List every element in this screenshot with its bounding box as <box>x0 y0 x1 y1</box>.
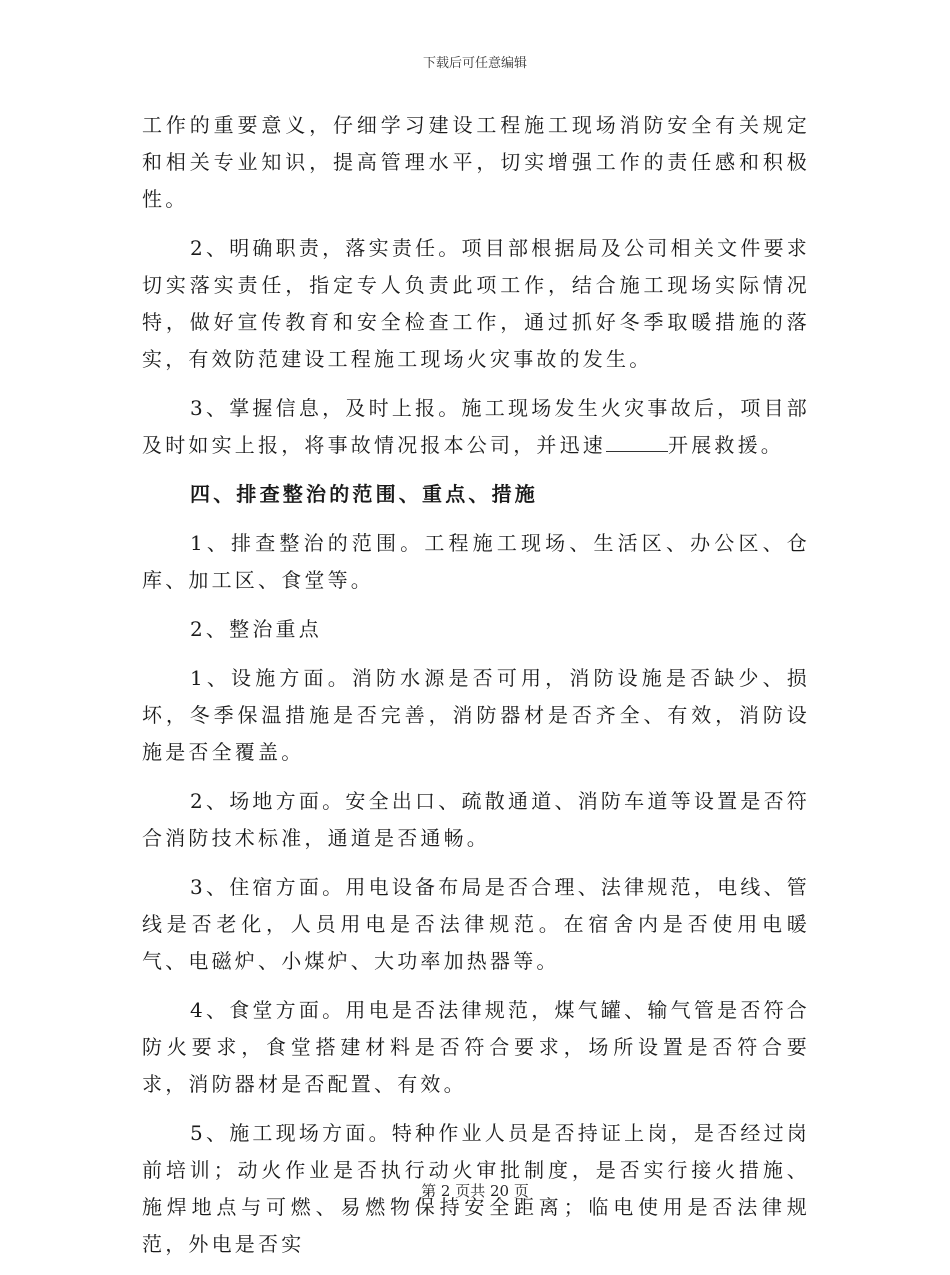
page-header: 下载后可任意编辑 <box>422 56 527 71</box>
report-info-text-end: 开展救援。 <box>668 433 784 457</box>
paragraph-facilities: 1、设施方面。消防水源是否可用，消防设施是否缺少、损坏，冬季保温措施是否完善，消防器材是否齐全、有效，消防设施是否全覆盖。 <box>142 666 810 764</box>
fill-blank <box>606 433 668 452</box>
document-body <box>142 107 810 1275</box>
paragraph-site: 2、场地方面。安全出口、疏散通道、消防车道等设置是否符合消防技术标准，通道是否通畅。 <box>142 789 810 850</box>
report-info-text: 3、掌握信息，及时上报。施工现场发生火灾事故后，项目部及时如实上报，将事故情况报本公司，并迅速 <box>142 396 810 457</box>
paragraph-construction-site: 5、施工现场方面。特种作业人员是否持证上岗，是否经过岗前培训；动火作业是否执行动火审批制度，是否实行接火措施、施焊地点与可燃、易燃物保持安全距离；临电使用是否法律规范，外电是否实 <box>142 1121 810 1256</box>
paragraph-clarify-duties: 2、明确职责，落实责任。项目部根据局及公司相关文件要求切实落实责任，指定专人负责此项工作，结合施工现场实际情况特，做好宣传教育和安全检查工作，通过抓好冬季取暖措施的落实，有效防范建设工程施工现场火灾事故的发生。 <box>142 236 810 371</box>
page-number: 第 2 页共 20 页 <box>421 1182 529 1200</box>
paragraph-report-info <box>142 390 810 464</box>
paragraph-canteen: 4、食堂方面。用电是否法律规范，煤气罐、输气管是否符合防火要求，食堂搭建材料是否符合要求，场所设置是否符合要求，消防器材是否配置、有效。 <box>142 998 810 1096</box>
paragraph-key-points: 2、整治重点 <box>190 617 322 641</box>
paragraph-continuation: 工作的重要意义，仔细学习建设工程施工现场消防安全有关规定和相关专业知识，提高管理水平，切实增强工作的责任感和积极性。 <box>142 113 810 211</box>
section-heading-4: 四、排查整治的范围、重点、措施 <box>190 482 538 506</box>
paragraph-scope: 1、排查整治的范围。工程施工现场、生活区、办公区、仓库、加工区、食堂等。 <box>142 531 810 592</box>
paragraph-dormitory: 3、住宿方面。用电设备布局是否合理、法律规范，电线、管线是否老化，人员用电是否法律规范。在宿舍内是否使用电暖气、电磁炉、小煤炉、大功率加热器等。 <box>142 875 810 973</box>
